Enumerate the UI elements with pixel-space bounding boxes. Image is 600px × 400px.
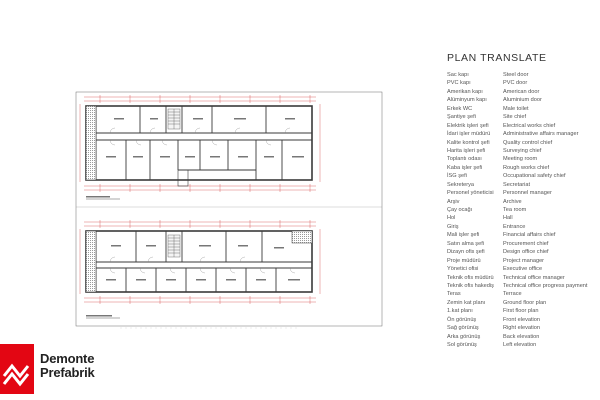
legend-turkish-term: Satın alma şefi	[447, 240, 484, 247]
legend-english-term: Back elevation	[503, 333, 540, 340]
legend-row	[447, 139, 600, 147]
legend-row	[447, 198, 600, 206]
legend-row	[447, 181, 600, 189]
legend-turkish-term: 1.kat planı	[447, 308, 473, 315]
legend-english-term: American door	[503, 88, 540, 95]
legend-turkish-term: Dizayn ofis şefi	[447, 249, 485, 256]
legend-english-term: Tea room	[503, 207, 527, 213]
legend-english-term: First floor plan	[503, 308, 539, 315]
legend-turkish-term: Proje müdürü	[447, 257, 481, 264]
first-plan-caption	[86, 315, 112, 317]
brand	[0, 344, 140, 400]
legend-turkish-term: Amerikan kapı	[447, 88, 483, 95]
ground-outer-wall	[86, 106, 312, 180]
legend-row	[447, 214, 600, 222]
legend-row	[447, 172, 600, 180]
legend-english-term: Design office chief	[503, 249, 549, 256]
legend-row	[447, 290, 600, 298]
first-wc-block	[86, 231, 96, 292]
legend-english-term: Technical office manager	[503, 274, 565, 281]
legend-turkish-term: Teknik ofis müdürü	[447, 274, 494, 281]
legend-turkish-term: Teknik ofis hakediş	[447, 282, 494, 289]
legend-english-term: Technical office progress payment	[503, 282, 588, 289]
legend-turkish-term: Sac kapı	[447, 72, 469, 78]
legend-row	[447, 105, 600, 113]
legend-row	[447, 122, 600, 130]
legend-row	[447, 231, 600, 239]
legend-english-term: Quality control chief	[503, 139, 553, 146]
legend-row	[447, 88, 600, 96]
legend-english-term: Rough works chief	[503, 164, 550, 171]
ground-stair	[168, 109, 180, 129]
brand-line-1: Demonte	[40, 351, 95, 366]
legend-row	[447, 240, 600, 248]
sheet-frame	[76, 92, 382, 326]
first-room-tags	[106, 245, 300, 281]
ground-room-tags	[106, 118, 304, 158]
legend-row	[447, 299, 600, 307]
legend-row	[447, 265, 600, 273]
legend-english-term: Male toilet	[503, 105, 529, 112]
ground-wc-block	[86, 106, 96, 180]
legend-turkish-term: Yönetici ofisi	[447, 266, 479, 273]
legend-turkish-term: Elektrik işleri şefi	[447, 122, 489, 129]
brand-line-2: Prefabrik	[40, 365, 95, 380]
legend-row	[447, 316, 600, 324]
legend-english-term: Entrance	[503, 223, 526, 230]
ground-partitions	[96, 106, 282, 180]
legend-row	[447, 274, 600, 282]
legend-turkish-term: Sekreterya	[447, 181, 475, 188]
legend-turkish-term: Arka görünüş	[447, 333, 481, 340]
legend-english-term: Electrical works chief	[503, 122, 556, 129]
legend-english-term: Right elevation	[503, 325, 541, 332]
legend-turkish-term: Alüminyum kapı	[447, 97, 487, 104]
legend-english-term: Surveying chief	[503, 147, 542, 154]
legend-turkish-term: Giriş	[447, 223, 459, 230]
legend-english-term: Aluminium door	[503, 97, 542, 104]
legend-row	[447, 341, 600, 349]
legend-turkish-term: Zemin kat planı	[447, 299, 486, 306]
first-corridor-walls	[96, 262, 312, 268]
legend-english-term: Secretariat	[503, 181, 531, 188]
legend-turkish-term: Harita işleri şefi	[447, 147, 486, 154]
legend-row	[447, 333, 600, 341]
legend-title: PLAN TRANSLATE	[447, 52, 547, 64]
legend-english-term: Left elevation	[503, 342, 537, 348]
legend-english-term: Meeting room	[503, 156, 538, 163]
legend-turkish-term: Personel yöneticisi	[447, 190, 494, 197]
legend-english-term: Front elevation	[503, 316, 541, 323]
legend-turkish-term: Toplantı odası	[447, 156, 482, 163]
legend-row	[447, 147, 600, 155]
legend-english-term: Hall	[503, 215, 513, 222]
plan-translate-legend	[447, 52, 600, 349]
legend-row	[447, 155, 600, 163]
first-doors	[110, 257, 295, 273]
legend-english-term: Executive office	[503, 266, 543, 273]
legend-turkish-term: Şantiye şefi	[447, 114, 476, 121]
legend-turkish-term: PVC kapı	[447, 80, 471, 87]
legend-row	[447, 223, 600, 231]
legend-turkish-term: Sol görünüş	[447, 342, 477, 348]
legend-english-term: Archive	[503, 198, 522, 205]
legend-english-term: Project manager	[503, 257, 545, 264]
legend-english-term: Terrace	[503, 291, 522, 298]
legend-row	[447, 130, 600, 138]
legend-turkish-term: Kalite kontrol şefi	[447, 139, 490, 146]
legend-row	[447, 79, 600, 87]
legend-rows	[447, 71, 600, 349]
legend-turkish-term: Mali işler şefi	[447, 232, 480, 239]
legend-row	[447, 248, 600, 256]
ground-plan-caption	[86, 196, 110, 198]
legend-row	[447, 307, 600, 315]
legend-english-term: Procurement chief	[503, 240, 549, 247]
legend-turkish-term: Teras	[447, 291, 461, 298]
legend-row	[447, 189, 600, 197]
legend-english-term: Occupational safety chief	[503, 173, 566, 180]
legend-english-term: Administrative affairs manager	[503, 131, 579, 138]
legend-turkish-term: Çay ocağı	[447, 207, 473, 213]
legend-english-term: Personnel manager	[503, 190, 552, 197]
legend-english-term: PVC door	[503, 80, 528, 87]
first-partitions	[96, 231, 276, 292]
legend-row	[447, 71, 600, 79]
legend-row	[447, 206, 600, 214]
legend-english-term: Ground floor plan	[503, 299, 547, 306]
legend-english-term: Steel door	[503, 72, 529, 78]
legend-turkish-term: İSG şefi	[447, 173, 467, 180]
brand-name	[40, 352, 95, 380]
legend-turkish-term: Kaba işler şefi	[447, 164, 483, 171]
ground-dimension-ticks	[100, 95, 310, 192]
ground-floor-plan	[80, 95, 320, 199]
first-outer-wall	[86, 231, 312, 292]
legend-row	[447, 164, 600, 172]
legend-turkish-term: Hol	[447, 215, 456, 222]
legend-turkish-term: Ön görünüş	[447, 316, 477, 323]
legend-english-term: Site chief	[503, 114, 527, 121]
first-stair	[168, 235, 180, 257]
first-terrace	[292, 231, 312, 243]
legend-row	[447, 324, 600, 332]
legend-row	[447, 96, 600, 104]
legend-row	[447, 113, 600, 121]
brand-logo	[0, 344, 34, 394]
legend-turkish-term: İdari işler müdürü	[447, 131, 491, 138]
brand-logo-icon	[0, 344, 34, 394]
legend-turkish-term: Erkek WC	[447, 105, 473, 112]
legend-turkish-term: Arşiv	[447, 198, 460, 205]
legend-turkish-term: Sağ görünüş	[447, 325, 479, 332]
first-floor-plan	[80, 220, 320, 318]
legend-row	[447, 282, 600, 290]
ground-entrance	[178, 170, 188, 186]
legend-english-term: Financial affairs chief	[503, 232, 556, 239]
ground-corridor-walls	[96, 133, 312, 140]
legend-row	[447, 257, 600, 265]
